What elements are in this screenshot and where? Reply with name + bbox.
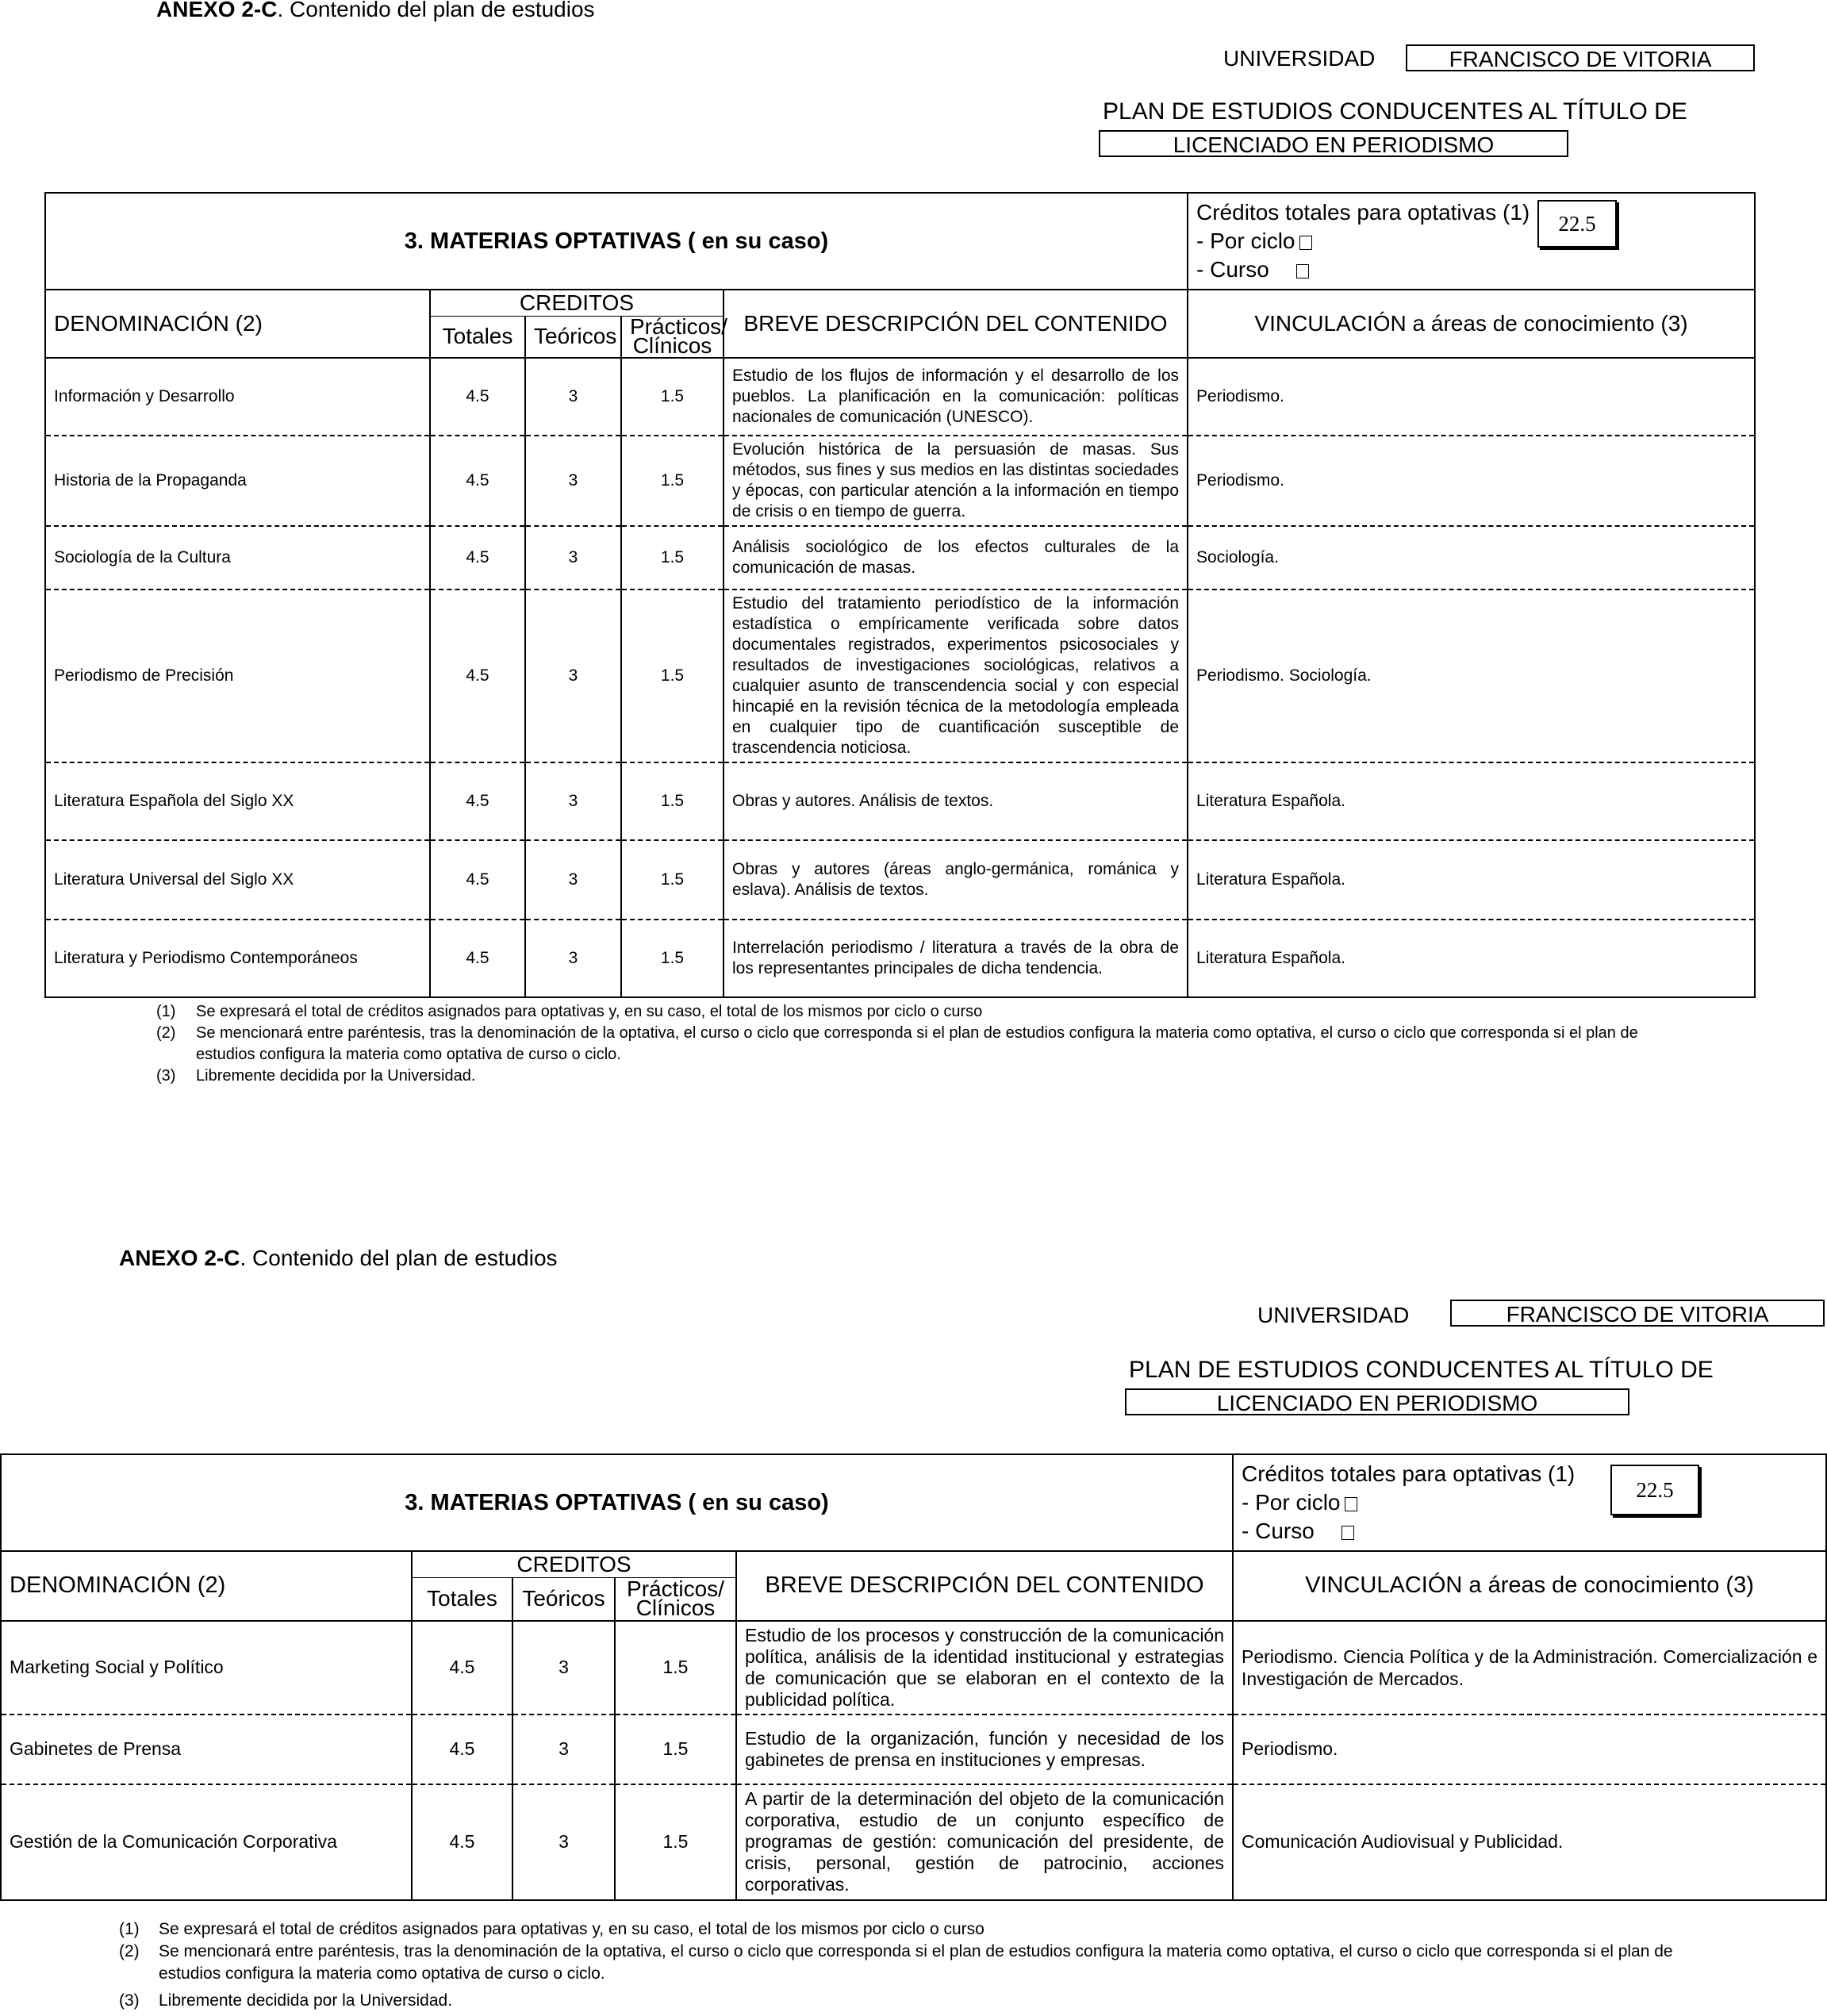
col-breve: BREVE DESCRIPCIÓN DEL CONTENIDO xyxy=(724,290,1188,358)
credits-total-value: 22.5 xyxy=(1610,1465,1699,1515)
row-teoricos: 3 xyxy=(512,1621,615,1715)
university-label: UNIVERSIDAD xyxy=(1223,46,1376,71)
row-totales: 4.5 xyxy=(430,526,525,589)
footnote: (2) Se mencionará entre paréntesis, tras la denominación de la optativa, el curso o ciclo que corresponda si el plan de estudios configura la materia como optativa, el curso o ciclo que corresponda si el plan de estudios configura la materia como optativa de curso o ciclo. xyxy=(156,1024,1638,1063)
university-label: UNIVERSIDAD xyxy=(1257,1303,1410,1327)
row-totales: 4.5 xyxy=(412,1715,512,1784)
row-teoricos: 3 xyxy=(512,1784,615,1900)
table-row xyxy=(45,526,1755,589)
row-teoricos: 3 xyxy=(525,920,621,997)
col-practicos: Prácticos/ Clínicos xyxy=(621,317,724,358)
col-totales: Totales xyxy=(430,317,525,358)
row-practicos: 1.5 xyxy=(621,920,724,997)
curso-checkbox[interactable] xyxy=(1296,264,1309,278)
row-totales: 4.5 xyxy=(430,840,525,920)
col-vinculacion: VINCULACIÓN a áreas de conocimiento (3) xyxy=(1233,1551,1826,1621)
por-ciclo-label: - Por ciclo xyxy=(1242,1490,1341,1515)
row-totales: 4.5 xyxy=(430,436,525,526)
credits-total-cell xyxy=(1188,193,1755,290)
table-row xyxy=(1,1621,1826,1715)
row-area: Sociología. xyxy=(1188,526,1755,589)
row-name: Literatura Española del Siglo XX xyxy=(45,762,430,840)
annex-rest: . Contenido del plan de estudios xyxy=(240,1246,558,1270)
row-area: Literatura Española. xyxy=(1188,840,1755,920)
col-practicos: Prácticos/ Clínicos xyxy=(615,1578,736,1621)
row-name: Marketing Social y Político xyxy=(1,1621,412,1715)
degree-box: LICENCIADO EN PERIODISMO xyxy=(1099,130,1568,157)
por-ciclo-label: - Por ciclo xyxy=(1196,228,1295,253)
row-name: Información y Desarrollo xyxy=(45,358,430,436)
row-desc: Obras y autores (áreas anglo-germánica, románica y eslava). Análisis de textos. xyxy=(724,840,1188,920)
row-area: Literatura Española. xyxy=(1188,762,1755,840)
table-row xyxy=(45,589,1755,762)
row-practicos: 1.5 xyxy=(615,1715,736,1784)
col-creditos: CREDITOS xyxy=(430,290,724,317)
row-desc: Interrelación periodismo / literatura a través de la obra de los representantes principales de dicha tendencia. xyxy=(724,920,1188,997)
row-teoricos: 3 xyxy=(525,840,621,920)
curso-label: - Curso xyxy=(1242,1519,1315,1543)
table-row xyxy=(45,920,1755,997)
table-title: 3. MATERIAS OPTATIVAS ( en su caso) xyxy=(1,1454,1233,1551)
annex-title xyxy=(156,0,595,22)
annex-rest: . Contenido del plan de estudios xyxy=(277,0,595,21)
row-desc: Evolución histórica de la persuasión de masas. Sus métodos, sus fines y sus medios en las distintas sociedades y épocas, con particular atención a la información en tiempo de crisis o en tiempo de guerra. xyxy=(724,436,1188,526)
row-area: Comunicación Audiovisual y Publicidad. xyxy=(1233,1784,1826,1900)
table-title-row xyxy=(1,1454,1826,1551)
row-totales: 4.5 xyxy=(430,358,525,436)
col-vinculacion: VINCULACIÓN a áreas de conocimiento (3) xyxy=(1188,290,1755,358)
row-teoricos: 3 xyxy=(525,526,621,589)
row-desc: Estudio de los flujos de información y el desarrollo de los pueblos. La planificación en la comunicación: políticas nacionales de comunicación (UNESCO). xyxy=(724,358,1188,436)
row-practicos: 1.5 xyxy=(615,1784,736,1900)
footnotes xyxy=(156,1001,1664,1087)
footnote: (2) Se mencionará entre paréntesis, tras la denominación de la optativa, el curso o ciclo que corresponda si el plan de estudios configura la materia como optativa, el curso o ciclo que corresponda si el plan de estudios configura la materia como optativa de curso o ciclo. xyxy=(119,1942,1673,1983)
row-teoricos: 3 xyxy=(525,762,621,840)
footnote: (1) Se expresará el total de créditos asignados para optativas y, en su caso, el total de los mismos por ciclo o curso xyxy=(156,1003,983,1020)
row-teoricos: 3 xyxy=(525,358,621,436)
row-desc: Estudio de la organización, función y necesidad de los gabinetes de prensa en instituciones y empresas. xyxy=(736,1715,1233,1784)
table-row xyxy=(45,840,1755,920)
row-area: Periodismo. xyxy=(1188,436,1755,526)
table-row xyxy=(45,436,1755,526)
row-desc: Estudio de los procesos y construcción de la comunicación política, análisis de la identidad institucional y estrategias de comunicación que se elaboran en el contexto de la publicidad política. xyxy=(736,1621,1233,1715)
table-title: 3. MATERIAS OPTATIVAS ( en su caso) xyxy=(45,193,1188,290)
footnote: (1) Se expresará el total de créditos asignados para optativas y, en su caso, el total de los mismos por ciclo o curso xyxy=(119,1920,985,1938)
curso-checkbox[interactable] xyxy=(1341,1526,1354,1540)
table-title-row xyxy=(45,193,1755,290)
university-name-box: FRANCISCO DE VITORIA xyxy=(1406,44,1755,71)
col-totales: Totales xyxy=(412,1578,512,1621)
credits-total-cell xyxy=(1233,1454,1826,1551)
row-name: Literatura y Periodismo Contemporáneos xyxy=(45,920,430,997)
footnote: (3) Libremente decidida por la Universidad. xyxy=(156,1067,476,1085)
curso-row xyxy=(1242,1517,1817,1546)
row-area: Periodismo. xyxy=(1188,358,1755,436)
col-teoricos: Teóricos xyxy=(512,1578,615,1621)
por-ciclo-row xyxy=(1196,227,1746,255)
plan-label: PLAN DE ESTUDIOS CONDUCENTES AL TÍTULO DE xyxy=(1103,98,1687,125)
credits-total-label: Créditos totales para optativas (1) xyxy=(1196,200,1530,225)
row-practicos: 1.5 xyxy=(621,589,724,762)
por-ciclo-checkbox[interactable] xyxy=(1299,236,1312,250)
row-area: Periodismo. xyxy=(1233,1715,1826,1784)
row-name: Literatura Universal del Siglo XX xyxy=(45,840,430,920)
footnotes xyxy=(119,1918,1706,2012)
credits-total-label: Créditos totales para optativas (1) xyxy=(1242,1461,1576,1486)
row-desc: Obras y autores. Análisis de textos. xyxy=(724,762,1188,840)
university-name-box: FRANCISCO DE VITORIA xyxy=(1450,1300,1825,1327)
row-totales: 4.5 xyxy=(412,1621,512,1715)
table-row xyxy=(1,1715,1826,1784)
row-totales: 4.5 xyxy=(430,589,525,762)
row-practicos: 1.5 xyxy=(621,526,724,589)
row-practicos: 1.5 xyxy=(621,840,724,920)
por-ciclo-row xyxy=(1242,1488,1817,1517)
row-teoricos: 3 xyxy=(525,589,621,762)
por-ciclo-checkbox[interactable] xyxy=(1345,1497,1357,1511)
row-area: Literatura Española. xyxy=(1188,920,1755,997)
row-totales: 4.5 xyxy=(412,1784,512,1900)
plan-label: PLAN DE ESTUDIOS CONDUCENTES AL TÍTULO DE xyxy=(1129,1357,1714,1383)
annex-title xyxy=(119,1246,558,1271)
annex-bold: ANEXO 2-C xyxy=(119,1246,240,1270)
table-row xyxy=(1,1784,1826,1900)
curso-row xyxy=(1196,255,1746,284)
table-row xyxy=(45,358,1755,436)
col-breve: BREVE DESCRIPCIÓN DEL CONTENIDO xyxy=(736,1551,1233,1621)
row-practicos: 1.5 xyxy=(621,358,724,436)
col-denominacion: DENOMINACIÓN (2) xyxy=(1,1551,412,1621)
row-name: Gabinetes de Prensa xyxy=(1,1715,412,1784)
curso-label: - Curso xyxy=(1196,257,1269,282)
row-teoricos: 3 xyxy=(525,436,621,526)
col-creditos: CREDITOS xyxy=(412,1551,736,1578)
row-practicos: 1.5 xyxy=(615,1621,736,1715)
col-teoricos: Teóricos xyxy=(525,317,621,358)
row-practicos: 1.5 xyxy=(621,762,724,840)
row-desc: Estudio del tratamiento periodístico de la información estadística o empíricamente verificada sobre datos documentales registrados, experimentos psicosociales y resultados de investigaciones sociológicas, relativos a cualquier asunto de transcendencia social y con especial hincapié en la revisión técnica de la metodología empleada en cualquier tipo de cuantificación susceptible de trascendencia noticiosa. xyxy=(724,589,1188,762)
row-name: Historia de la Propaganda xyxy=(45,436,430,526)
row-practicos: 1.5 xyxy=(621,436,724,526)
row-area: Periodismo. Ciencia Política y de la Administración. Comercialización e Investigación de Mercados. xyxy=(1233,1621,1826,1715)
row-totales: 4.5 xyxy=(430,762,525,840)
optativas-table xyxy=(44,192,1756,998)
optativas-table xyxy=(0,1453,1827,1901)
row-name: Gestión de la Comunicación Corporativa xyxy=(1,1784,412,1900)
degree-box: LICENCIADO EN PERIODISMO xyxy=(1125,1388,1629,1415)
annex-bold: ANEXO 2-C xyxy=(156,0,278,21)
row-name: Periodismo de Precisión xyxy=(45,589,430,762)
table-row xyxy=(45,762,1755,840)
row-area: Periodismo. Sociología. xyxy=(1188,589,1755,762)
row-totales: 4.5 xyxy=(430,920,525,997)
row-desc: Análisis sociológico de los efectos culturales de la comunicación de masas. xyxy=(724,526,1188,589)
col-denominacion: DENOMINACIÓN (2) xyxy=(45,290,430,358)
footnote: (3) Libremente decidida por la Universidad. xyxy=(119,1991,453,2010)
credits-total-value: 22.5 xyxy=(1537,200,1617,248)
row-name: Sociología de la Cultura xyxy=(45,526,430,589)
row-desc: A partir de la determinación del objeto de la comunicación corporativa, estudio de un conjunto específico de programas de gestión: comunicación del presidente, de crisis, personal, gestión de patrocinio, acciones corporativas. xyxy=(736,1784,1233,1900)
row-teoricos: 3 xyxy=(512,1715,615,1784)
